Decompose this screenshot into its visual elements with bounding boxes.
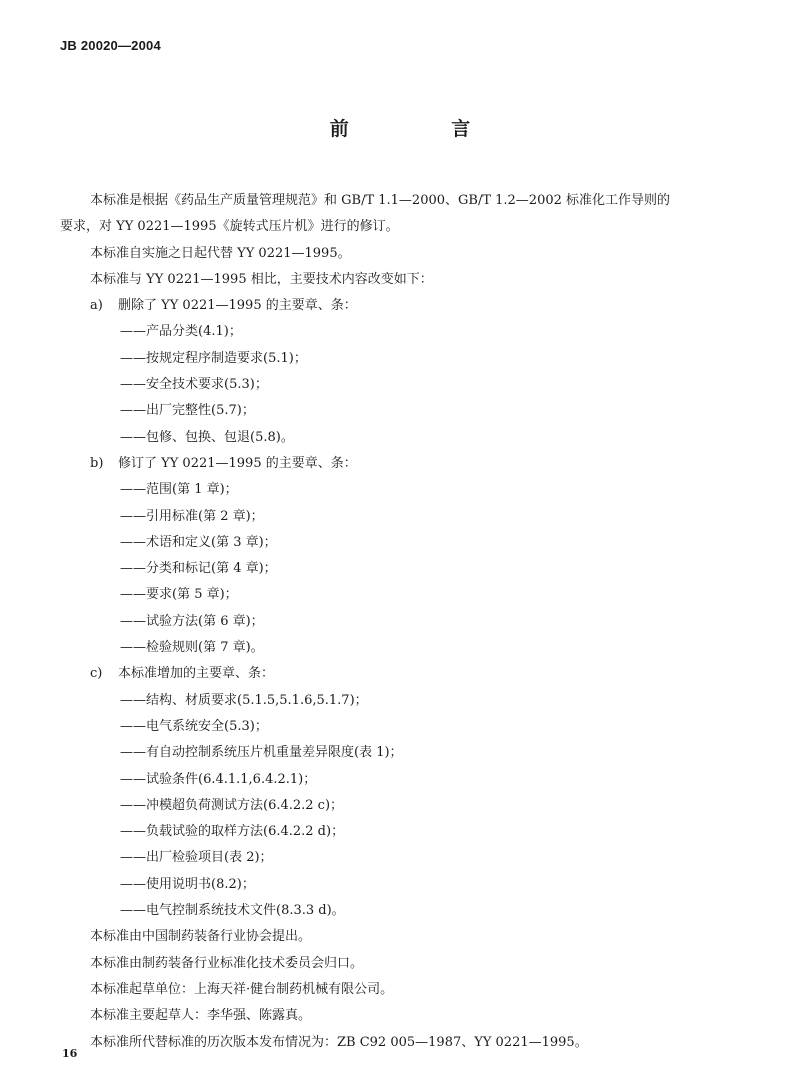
section-a-heading [60, 293, 750, 319]
list-item: ——检验规则(第 7 章)。 [120, 640, 264, 656]
list-item: ——术语和定义(第 3 章)； [120, 534, 277, 550]
section-b-heading-text: 修订了 YY 0221—1995 的主要章、条： [118, 455, 357, 471]
closing-drafters: 本标准主要起草人：李华强、陈露真。 [90, 1008, 312, 1024]
section-a-marker: a) [90, 298, 103, 314]
list-item: ——冲模超负荷测试方法(6.4.2.2 c)； [120, 797, 344, 813]
page-number: 16 [62, 1047, 78, 1060]
section-c-heading [60, 661, 750, 687]
page-title: 前 言 [329, 118, 519, 140]
list-item: ——产品分类(4.1)； [120, 324, 242, 340]
paragraph-basis-line1: 本标准是根据《药品生产质量管理规范》和 GB/T 1.1—2000、GB/T 1.2—2002 标准化工作导则的 [90, 193, 671, 208]
paragraph-changes-intro: 本标准与 YY 0221—1995 相比，主要技术内容改变如下： [90, 271, 433, 287]
list-item: ——要求(第 5 章)； [120, 587, 238, 603]
closing-drafting-unit: 本标准起草单位：上海天祥·健台制药机械有限公司。 [90, 981, 394, 997]
list-item: ——包修、包换、包退(5.8)。 [120, 429, 294, 445]
list-item: ——负载试验的取样方法(6.4.2.2 d)； [120, 824, 345, 840]
section-b-heading [60, 451, 750, 477]
list-item: ——出厂检验项目(表 2)； [120, 850, 273, 866]
list-item: ——试验方法(第 6 章)； [120, 613, 264, 629]
list-item: ——安全技术要求(5.3)； [120, 377, 268, 393]
closing-history: 本标准所代替标准的历次版本发布情况为：ZB C92 005—1987、YY 0221—1995。 [90, 1034, 588, 1050]
list-item: ——有自动控制系统压片机重量差异限度(表 1)； [120, 745, 403, 761]
document-code-header: JB 20020—2004 [60, 38, 161, 53]
list-item: ——结构、材质要求(5.1.5,5.1.6,5.1.7)； [120, 692, 368, 708]
list-item: ——电气控制系统技术文件(8.3.3 d)。 [120, 903, 345, 919]
closing-proposer: 本标准由中国制药装备行业协会提出。 [90, 929, 312, 945]
list-item: ——按规定程序制造要求(5.1)； [120, 350, 307, 366]
list-item: ——电气系统安全(5.3)； [120, 718, 268, 734]
list-item: ——引用标准(第 2 章)； [120, 508, 264, 524]
paragraph-basis-line2: 要求，对 YY 0221—1995《旋转式压片机》进行的修订。 [60, 219, 399, 235]
paragraph-replaces: 本标准自实施之日起代替 YY 0221—1995。 [90, 245, 351, 261]
foreword-body [60, 188, 750, 1056]
list-item: ——试验条件(6.4.1.1,6.4.2.1)； [120, 771, 317, 787]
list-item: ——范围(第 1 章)； [120, 482, 238, 498]
list-item: ——分类和标记(第 4 章)； [120, 561, 277, 577]
list-item: ——出厂完整性(5.7)； [120, 403, 255, 419]
section-c-marker: c) [90, 666, 103, 682]
section-b-marker: b) [90, 455, 104, 471]
list-item: ——使用说明书(8.2)； [120, 876, 255, 892]
section-a-heading-text: 删除了 YY 0221—1995 的主要章、条： [118, 298, 357, 314]
section-c-heading-text: 本标准增加的主要章、条： [118, 666, 275, 682]
closing-committee: 本标准由制药装备行业标准化技术委员会归口。 [90, 955, 364, 971]
